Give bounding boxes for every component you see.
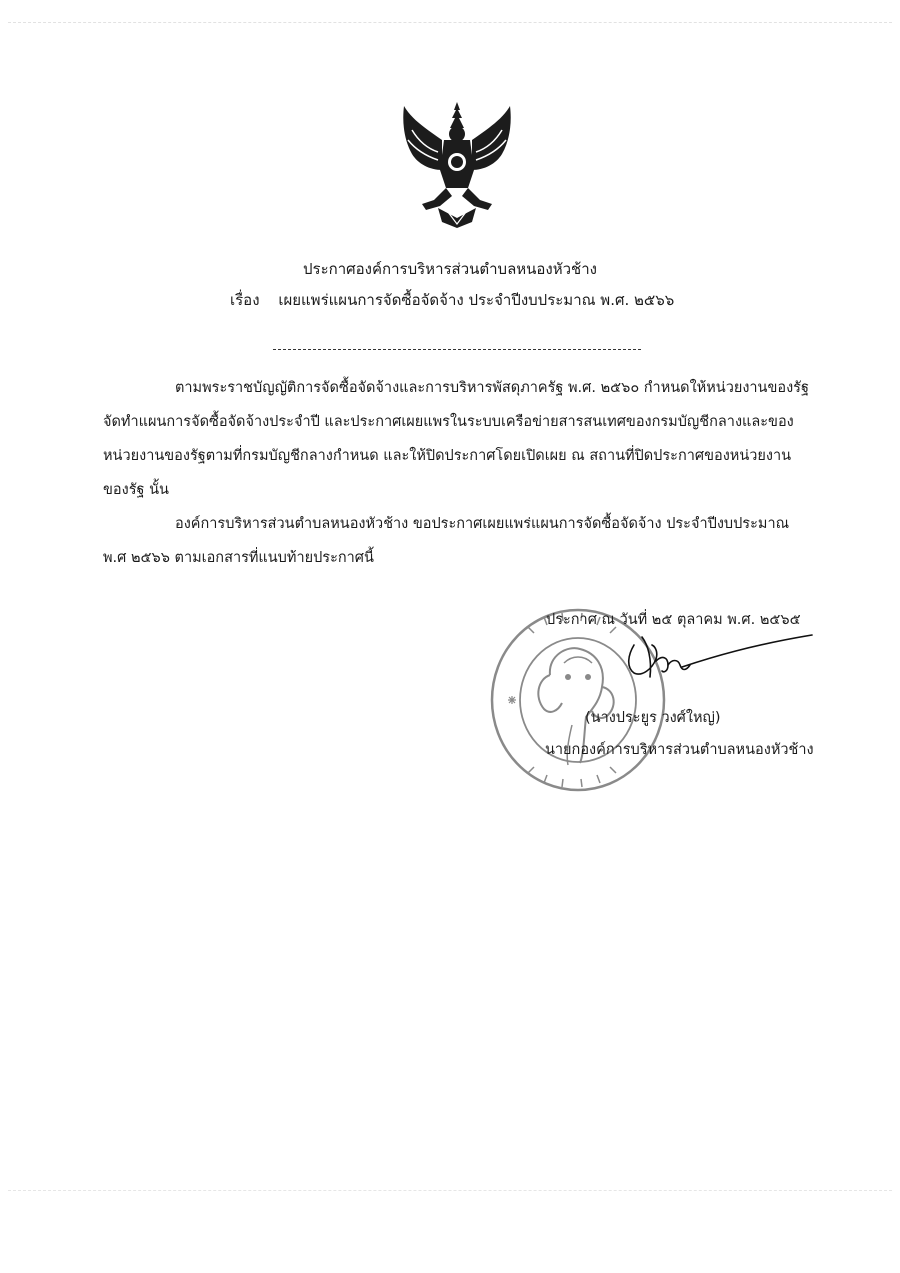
body-line-6: พ.ศ ๒๕๖๖ ตามเอกสารที่แนบท้ายประกาศนี้ [103, 550, 374, 566]
body-line-2: จัดทำแผนการจัดซื้อจัดจ้างประจำปี และประกาศเผยแพรในระบบเครือข่ายสารสนเทศของกรมบัญชีกลางและของ [103, 414, 794, 430]
scan-edge-bottom [8, 1190, 892, 1191]
garuda-emblem-icon [398, 100, 516, 230]
announcement-subject [230, 288, 674, 312]
announcement-date: ประกาศ ณ วันที่ ๒๕ ตุลาคม พ.ศ. ๒๕๖๕ [546, 612, 801, 628]
announcement-title: ประกาศองค์การบริหารส่วนตำบลหนองหัวช้าง [303, 260, 597, 278]
subject-text: เผยแพร่แผนการจัดซื้อจัดจ้าง ประจำปีงบประมาณ พ.ศ. ๒๕๖๖ [278, 291, 675, 309]
scan-edge-top [8, 22, 892, 23]
body-line-1: ตามพระราชบัญญัติการจัดซื้อจัดจ้างและการบริหารพัสดุภาครัฐ พ.ศ. ๒๕๖๐ กำหนดให้หน่วยงานของรัฐ [175, 380, 809, 396]
signer-position: นายกองค์การบริหารส่วนตำบลหนองหัวช้าง [545, 742, 814, 758]
signer-name: (นางประยูร วงศ์ใหญ่) [585, 710, 721, 726]
subject-label: เรื่อง [230, 291, 260, 309]
handwritten-signature [612, 615, 822, 685]
dashed-divider [273, 349, 641, 350]
body-line-3: หน่วยงานของรัฐตามที่กรมบัญชีกลางกำหนด และให้ปิดประกาศโดยเปิดเผย ณ สถานที่ปิดประกาศของหน่วยงาน [103, 448, 792, 464]
body-line-5: องค์การบริหารส่วนตำบลหนองหัวช้าง ขอประกาศเผยแพร่แผนการจัดซื้อจัดจ้าง ประจำปีงบประมาณ [175, 516, 790, 532]
body-line-4: ของรัฐ นั้น [103, 482, 169, 498]
